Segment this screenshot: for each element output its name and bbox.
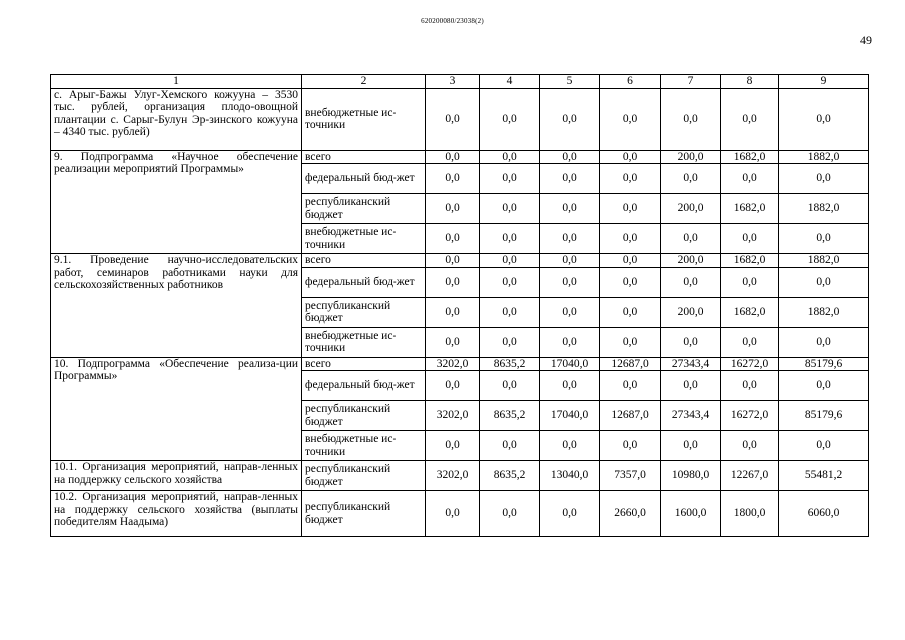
value-cell: 6060,0 bbox=[779, 491, 869, 537]
value-cell: 0,0 bbox=[426, 194, 480, 224]
value-cell: 0,0 bbox=[540, 194, 600, 224]
value-cell: 0,0 bbox=[540, 254, 600, 268]
value-cell: 8635,2 bbox=[480, 461, 540, 491]
value-cell: 200,0 bbox=[661, 297, 721, 327]
column-header: 9 bbox=[779, 75, 869, 89]
value-cell: 0,0 bbox=[661, 267, 721, 297]
item-name-cell: 10.1. Организация мероприятий, направ-ленных на поддержку сельского хозяйства bbox=[51, 461, 302, 491]
column-header: 8 bbox=[721, 75, 779, 89]
value-cell: 0,0 bbox=[661, 224, 721, 254]
value-cell: 2660,0 bbox=[600, 491, 661, 537]
value-cell: 16272,0 bbox=[721, 357, 779, 371]
value-cell: 3202,0 bbox=[426, 401, 480, 431]
value-cell: 0,0 bbox=[426, 371, 480, 401]
funding-source-cell: республиканский бюджет bbox=[302, 194, 426, 224]
value-cell: 0,0 bbox=[600, 150, 661, 164]
table-row bbox=[51, 491, 869, 537]
funding-source-cell: внебюджетные ис-точники bbox=[302, 327, 426, 357]
item-name-cell: с. Арыг-Бажы Улуг-Хемского кожууна – 3530 тыс. рублей, организация плодо-овощной плантации с. Сарыг-Булун Эр-зинского кожууна – 4340 тыс. рублей) bbox=[51, 88, 302, 150]
column-header: 6 bbox=[600, 75, 661, 89]
funding-source-cell: всего bbox=[302, 150, 426, 164]
table-row bbox=[51, 357, 869, 371]
value-cell: 0,0 bbox=[779, 267, 869, 297]
column-header: 7 bbox=[661, 75, 721, 89]
value-cell: 0,0 bbox=[540, 371, 600, 401]
value-cell: 0,0 bbox=[661, 327, 721, 357]
funding-source-cell: республиканский бюджет bbox=[302, 461, 426, 491]
value-cell: 0,0 bbox=[600, 88, 661, 150]
value-cell: 1682,0 bbox=[721, 150, 779, 164]
funding-source-cell: федеральный бюд-жет bbox=[302, 164, 426, 194]
value-cell: 0,0 bbox=[480, 224, 540, 254]
table-body bbox=[51, 75, 869, 537]
value-cell: 55481,2 bbox=[779, 461, 869, 491]
value-cell: 0,0 bbox=[426, 224, 480, 254]
column-header: 4 bbox=[480, 75, 540, 89]
value-cell: 0,0 bbox=[721, 224, 779, 254]
document-code: 620200080/23038(2) bbox=[421, 17, 484, 25]
value-cell: 12687,0 bbox=[600, 357, 661, 371]
value-cell: 0,0 bbox=[540, 88, 600, 150]
value-cell: 0,0 bbox=[600, 431, 661, 461]
value-cell: 0,0 bbox=[426, 297, 480, 327]
table-row bbox=[51, 150, 869, 164]
value-cell: 1800,0 bbox=[721, 491, 779, 537]
value-cell: 0,0 bbox=[426, 254, 480, 268]
value-cell: 0,0 bbox=[779, 327, 869, 357]
table-row bbox=[51, 254, 869, 268]
value-cell: 200,0 bbox=[661, 150, 721, 164]
value-cell: 7357,0 bbox=[600, 461, 661, 491]
value-cell: 1882,0 bbox=[779, 254, 869, 268]
column-header: 5 bbox=[540, 75, 600, 89]
value-cell: 0,0 bbox=[661, 431, 721, 461]
value-cell: 0,0 bbox=[540, 267, 600, 297]
value-cell: 0,0 bbox=[480, 150, 540, 164]
item-name-cell: 10. Подпрограмма «Обеспечение реализа-ции Программы» bbox=[51, 357, 302, 461]
value-cell: 12687,0 bbox=[600, 401, 661, 431]
value-cell: 0,0 bbox=[721, 267, 779, 297]
value-cell: 12267,0 bbox=[721, 461, 779, 491]
value-cell: 0,0 bbox=[540, 491, 600, 537]
value-cell: 0,0 bbox=[540, 164, 600, 194]
value-cell: 0,0 bbox=[600, 327, 661, 357]
value-cell: 0,0 bbox=[779, 224, 869, 254]
value-cell: 27343,4 bbox=[661, 401, 721, 431]
funding-source-cell: всего bbox=[302, 254, 426, 268]
table-row bbox=[51, 88, 869, 150]
column-header: 1 bbox=[51, 75, 302, 89]
value-cell: 0,0 bbox=[480, 491, 540, 537]
value-cell: 200,0 bbox=[661, 194, 721, 224]
funding-source-cell: федеральный бюд-жет bbox=[302, 371, 426, 401]
value-cell: 0,0 bbox=[540, 150, 600, 164]
value-cell: 0,0 bbox=[721, 431, 779, 461]
column-header: 3 bbox=[426, 75, 480, 89]
value-cell: 0,0 bbox=[721, 327, 779, 357]
value-cell: 0,0 bbox=[540, 297, 600, 327]
value-cell: 0,0 bbox=[600, 194, 661, 224]
value-cell: 85179,6 bbox=[779, 357, 869, 371]
value-cell: 0,0 bbox=[600, 164, 661, 194]
value-cell: 0,0 bbox=[426, 327, 480, 357]
funding-source-cell: федеральный бюд-жет bbox=[302, 267, 426, 297]
value-cell: 200,0 bbox=[661, 254, 721, 268]
value-cell: 0,0 bbox=[540, 224, 600, 254]
item-name-cell: 10.2. Организация мероприятий, направ-ленных на поддержку сельского хозяйства (выплаты победителям Наадыма) bbox=[51, 491, 302, 537]
funding-source-cell: республиканский бюджет bbox=[302, 401, 426, 431]
value-cell: 0,0 bbox=[600, 267, 661, 297]
value-cell: 27343,4 bbox=[661, 357, 721, 371]
value-cell: 17040,0 bbox=[540, 401, 600, 431]
value-cell: 0,0 bbox=[480, 297, 540, 327]
value-cell: 0,0 bbox=[426, 491, 480, 537]
value-cell: 0,0 bbox=[600, 371, 661, 401]
value-cell: 1682,0 bbox=[721, 297, 779, 327]
funding-source-cell: внебюджетные ис-точники bbox=[302, 224, 426, 254]
value-cell: 0,0 bbox=[661, 88, 721, 150]
value-cell: 1882,0 bbox=[779, 150, 869, 164]
value-cell: 0,0 bbox=[540, 431, 600, 461]
value-cell: 85179,6 bbox=[779, 401, 869, 431]
value-cell: 0,0 bbox=[721, 164, 779, 194]
value-cell: 0,0 bbox=[426, 88, 480, 150]
value-cell: 0,0 bbox=[661, 164, 721, 194]
page-number: 49 bbox=[860, 33, 872, 47]
funding-source-cell: всего bbox=[302, 357, 426, 371]
value-cell: 1682,0 bbox=[721, 194, 779, 224]
value-cell: 0,0 bbox=[480, 88, 540, 150]
item-name-cell: 9. Подпрограмма «Научное обеспечение реализации мероприятий Программы» bbox=[51, 150, 302, 254]
funding-source-cell: внебюджетные ис-точники bbox=[302, 88, 426, 150]
value-cell: 16272,0 bbox=[721, 401, 779, 431]
item-name-cell: 9.1. Проведение научно-исследовательских работ, семинаров работниками науки для сельскохозяйственных работников bbox=[51, 254, 302, 358]
value-cell: 0,0 bbox=[600, 254, 661, 268]
value-cell: 0,0 bbox=[779, 431, 869, 461]
funding-source-cell: республиканский бюджет bbox=[302, 491, 426, 537]
value-cell: 0,0 bbox=[426, 164, 480, 194]
table-row bbox=[51, 461, 869, 491]
value-cell: 0,0 bbox=[480, 431, 540, 461]
funding-source-cell: внебюджетные ис-точники bbox=[302, 431, 426, 461]
value-cell: 8635,2 bbox=[480, 401, 540, 431]
value-cell: 0,0 bbox=[480, 254, 540, 268]
budget-table bbox=[50, 74, 869, 537]
value-cell: 0,0 bbox=[480, 164, 540, 194]
value-cell: 0,0 bbox=[779, 371, 869, 401]
value-cell: 0,0 bbox=[480, 371, 540, 401]
value-cell: 0,0 bbox=[480, 194, 540, 224]
value-cell: 17040,0 bbox=[540, 357, 600, 371]
value-cell: 0,0 bbox=[600, 224, 661, 254]
value-cell: 13040,0 bbox=[540, 461, 600, 491]
value-cell: 0,0 bbox=[721, 88, 779, 150]
value-cell: 0,0 bbox=[600, 297, 661, 327]
value-cell: 1682,0 bbox=[721, 254, 779, 268]
value-cell: 1600,0 bbox=[661, 491, 721, 537]
funding-source-cell: республиканский бюджет bbox=[302, 297, 426, 327]
value-cell: 0,0 bbox=[779, 164, 869, 194]
value-cell: 0,0 bbox=[540, 327, 600, 357]
value-cell: 1882,0 bbox=[779, 297, 869, 327]
header-row bbox=[51, 75, 869, 89]
value-cell: 3202,0 bbox=[426, 461, 480, 491]
value-cell: 10980,0 bbox=[661, 461, 721, 491]
value-cell: 0,0 bbox=[661, 371, 721, 401]
value-cell: 0,0 bbox=[426, 267, 480, 297]
value-cell: 0,0 bbox=[480, 327, 540, 357]
column-header: 2 bbox=[302, 75, 426, 89]
value-cell: 0,0 bbox=[480, 267, 540, 297]
value-cell: 3202,0 bbox=[426, 357, 480, 371]
value-cell: 1882,0 bbox=[779, 194, 869, 224]
value-cell: 0,0 bbox=[779, 88, 869, 150]
value-cell: 0,0 bbox=[721, 371, 779, 401]
value-cell: 0,0 bbox=[426, 431, 480, 461]
value-cell: 0,0 bbox=[426, 150, 480, 164]
value-cell: 8635,2 bbox=[480, 357, 540, 371]
